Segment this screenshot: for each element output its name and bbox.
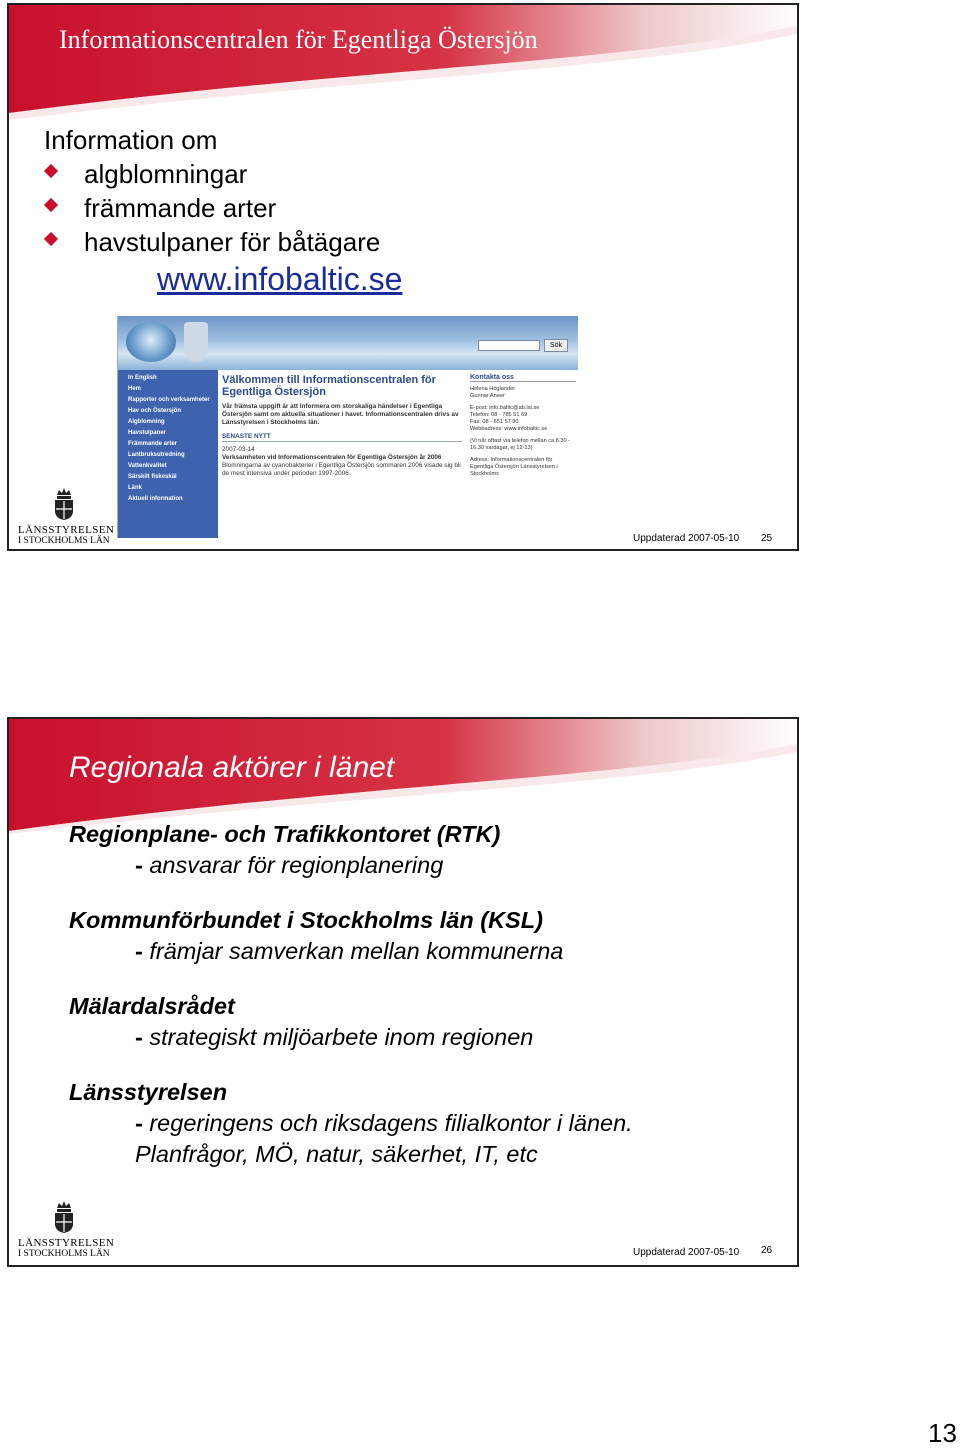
screenshot-contact-line: E-post: info.baltic@ab.lst.se — [470, 405, 540, 411]
diamond-bullet-icon — [44, 164, 58, 178]
bullet-item: havstulpaner för båtägare — [44, 225, 380, 259]
screenshot-contact-name: Helena Höglander — [470, 386, 516, 392]
lansstyrelsen-logo — [18, 487, 115, 549]
lansstyrelsen-logo — [18, 1200, 115, 1262]
screenshot-news-date: 2007-03-14 — [222, 446, 255, 453]
screenshot-nav-item: Främmande arter — [128, 441, 178, 447]
screenshot-nav — [118, 370, 218, 538]
screenshot-header — [118, 316, 578, 370]
screenshot-intro: Vår främsta uppgift är att informera om storskaliga händelser i Egentliga Östersjön samt om aktuella situationer i havet. Informationscentralen drivs av Länsstyrelsen i Stockholms län. — [222, 403, 459, 426]
bullet-list — [44, 157, 380, 259]
website-screenshot — [117, 316, 578, 538]
screenshot-nav-item: Aktuell information — [128, 496, 183, 502]
logo-line1: LÄNSSTYRELSEN — [18, 524, 115, 536]
actor-name: Regionplane- och Trafikkontoret (RTK) — [69, 821, 501, 847]
page-number: 13 — [928, 1418, 957, 1448]
bullet-item: algblomningar — [44, 157, 380, 191]
screenshot-nav-item: Lantbruksutredning — [128, 452, 185, 458]
updated-date: Uppdaterad 2007-05-10 — [633, 1247, 740, 1258]
slide-26 — [7, 717, 799, 1267]
screenshot-nav-item: Havstulpaner — [128, 430, 167, 436]
screenshot-contact-line: Fax: 08 - 651 57 90 — [470, 419, 519, 425]
actor-name: Länsstyrelsen — [69, 1079, 228, 1105]
diamond-bullet-icon — [44, 232, 58, 246]
screenshot-news-title: Verksamheten vid Informationscentralen för Egentliga Östersjön år 2006 — [222, 454, 442, 461]
crown-crest-icon — [53, 487, 75, 521]
screenshot-nav-item: Länk — [128, 485, 143, 491]
actor-description: - strategiskt miljöarbete inom regionen — [135, 1024, 534, 1050]
slide-title: Informationscentralen för Egentliga Östersjön — [59, 25, 538, 54]
crown-crest-icon — [53, 1200, 75, 1234]
crest-icon — [184, 322, 208, 362]
actor-description: - regeringens och riksdagens filialkontor i länen. Planfrågor, MÖ, natur, säkerhet, IT, etc — [135, 1110, 633, 1167]
screenshot-contact-heading: Kontakta oss — [470, 374, 576, 382]
screenshot-nav-item: Algblomning — [128, 419, 165, 425]
bullet-item: främmande arter — [44, 191, 380, 225]
logo-line2: I STOCKHOLMS LÄN — [18, 536, 110, 546]
screenshot-nav-item: Vattenkvalitet — [128, 463, 167, 469]
actor-list — [69, 819, 633, 1170]
slide-number: 25 — [761, 533, 773, 544]
updated-date: Uppdaterad 2007-05-10 — [633, 533, 740, 544]
actor-description: - ansvarar för regionplanering — [135, 852, 444, 878]
screenshot-nav-item: In English — [128, 375, 157, 381]
diamond-bullet-icon — [44, 198, 58, 212]
slide-number: 26 — [761, 1245, 773, 1256]
actor-name: Mälardalsrådet — [69, 993, 235, 1019]
screenshot-contact-line: (Vi når oftast via telefon mellan ca 8.30 - 16.30 vardagar, ej 12-13) — [470, 438, 571, 451]
screenshot-nav-item: Rapporter och verksamheter — [128, 397, 210, 403]
baltic-logo-icon — [126, 322, 176, 362]
screenshot-main — [222, 374, 462, 534]
title-banner — [9, 719, 797, 834]
screenshot-contact — [470, 374, 576, 534]
actor-description: - främjar samverkan mellan kommunerna — [135, 938, 564, 964]
intro-text: Information om — [44, 125, 218, 155]
screenshot-news-text: Blomningarna av cyanobakterier i Egentliga Östersjön sommaren 2006 visade sig bli de mest intensiva under perioden 1997-2006. — [222, 462, 461, 477]
screenshot-search-button: Sök — [544, 339, 568, 352]
title-banner — [9, 5, 797, 120]
logo-line2: I STOCKHOLMS LÄN — [18, 1249, 110, 1259]
screenshot-heading: Välkommen till Informationscentralen för Egentliga Östersjön — [222, 374, 436, 398]
slide-title: Regionala aktörer i länet — [69, 751, 395, 784]
screenshot-news-heading: SENASTE NYTT — [222, 433, 462, 442]
screenshot-contact-line: Telefon: 08 - 785 51 69 — [470, 412, 528, 418]
screenshot-contact-line: Adress: Informationscentralen för Egentliga Östersjön Länsstyrelsen i Stockholms — [470, 457, 558, 477]
screenshot-nav-item: Särskilt fiskeskäl — [128, 474, 177, 480]
actor-name: Kommunförbundet i Stockholms län (KSL) — [69, 907, 543, 933]
infobaltic-link[interactable]: www.infobaltic.se — [157, 261, 403, 297]
screenshot-contact-line: Webbadress: www.infobaltic.se — [470, 426, 548, 432]
logo-line1: LÄNSSTYRELSEN — [18, 1237, 115, 1249]
screenshot-contact-name: Gunnar Aneer — [470, 393, 505, 399]
screenshot-search-input — [478, 340, 540, 351]
slide-25 — [7, 3, 799, 551]
screenshot-nav-item: Hem — [128, 386, 142, 392]
screenshot-nav-item: Hav och Östersjön — [128, 408, 182, 414]
